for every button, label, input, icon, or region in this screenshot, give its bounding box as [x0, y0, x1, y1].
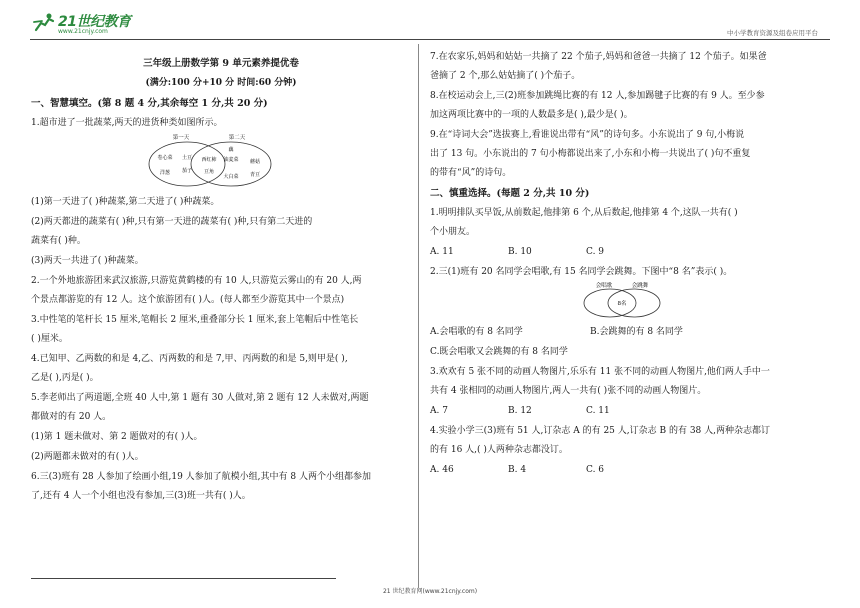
- exam-title: 三年级上册数学第 9 单元素养提优卷: [143, 58, 299, 69]
- q8-line2: 加这两项比赛中的一项的人数最多是( ),最少是( )。: [430, 110, 633, 120]
- veg-item: 卷心菜: [157, 155, 173, 161]
- option-b: B. 12: [508, 406, 532, 416]
- veg-item: 青豆: [249, 172, 261, 178]
- veg-item: 西红柿: [201, 157, 217, 163]
- q5-sub1: (1)第 1 题未做对、第 2 题做对的有( )人。: [31, 432, 203, 442]
- section2-heading: 二、慎重选择。(每题 2 分,共 10 分): [430, 188, 590, 199]
- platform-name: 中小学教育资源及组卷应用平台: [727, 29, 818, 37]
- mc1-options: [430, 246, 822, 259]
- q1-sub2b: 蔬菜有( )种。: [31, 236, 86, 246]
- option-c: C. 9: [586, 247, 605, 257]
- mc3-line1: 3.欢欢有 5 张不同的动画人物图片,乐乐有 11 张不同的动画人物图片,他们两人手中一: [430, 367, 770, 377]
- q7-line1: 7.在农家乐,妈妈和姑姑一共摘了 22 个茄子,妈妈和爸爸一共摘了 12 个茄子。如果爸: [430, 52, 767, 62]
- mc1-line2: 个小朋友。: [430, 227, 476, 237]
- mc3-options: [430, 405, 822, 418]
- venn-label-day1: 第一天: [172, 135, 190, 141]
- q2-line2: 个景点都游览的有 12 人。这个旅游团有( )人。(每人都至少游览其中一个景点): [31, 295, 345, 305]
- column-divider: [418, 44, 419, 588]
- vegetable-venn-diagram: [131, 133, 291, 189]
- q9-line2: 出了 13 句。小东说出的 7 句小梅都说出来了,小东和小梅一共说出了( )句不重复: [430, 149, 751, 159]
- q1-sub3: (3)两天一共进了( )种蔬菜。: [31, 256, 144, 266]
- option-b: B. 4: [508, 465, 527, 475]
- option-c: C. 11: [586, 406, 610, 416]
- q6-line2: 了,还有 4 人一个小组也没有参加,三(3)班一共有( )人。: [31, 491, 251, 501]
- exam-subtitle: (满分:100 分+10 分 时间:60 分钟): [145, 78, 297, 88]
- veg-item: 藕: [228, 147, 234, 153]
- q4-line2: 乙是( ),丙是( )。: [31, 373, 99, 383]
- footer-text: 21 世纪教育网(www.21cnjy.com): [382, 588, 478, 595]
- runner-logo-icon: [32, 12, 56, 32]
- venn-label-day2: 第二天: [228, 135, 246, 141]
- q9-line1: 9.在“诗词大会”选拔赛上,看谁说出带有“风”的诗句多。小东说出了 9 句,小梅说: [430, 130, 745, 140]
- mc4-line1: 4.实验小学三(3)班有 51 人,订杂志 A 的有 25 人,订杂志 B 的有 38 人,两种杂志都订: [430, 426, 770, 436]
- veg-item: 油麦菜: [223, 157, 239, 163]
- option-c: C. 6: [586, 465, 605, 475]
- mc4-options: [430, 464, 822, 477]
- veg-item: 豆角: [203, 169, 215, 175]
- brand-url: www.21cnjy.com: [58, 28, 108, 35]
- brand-name: 21世纪教育: [58, 14, 131, 30]
- right-column: [430, 49, 822, 477]
- veg-item: 洋葱: [159, 170, 171, 176]
- q5-line2: 都做对的有 20 人。: [31, 412, 112, 422]
- q6-line1: 6.三(3)班有 28 人参加了绘画小组,19 人参加了航模小组,其中有 8 人两个小组都参加: [31, 472, 371, 482]
- q1-sub1: (1)第一天进了( )种蔬菜,第二天进了( )种蔬菜。: [31, 197, 220, 207]
- mc2-line1: 2.三(1)班有 20 名同学会唱歌,有 15 名同学会跳舞。下图中“8 名”表示( )。: [430, 267, 733, 277]
- mc4-line2: 的有 16 人,( )人两种杂志都没订。: [430, 445, 568, 455]
- veg-item: 蘑菇: [249, 159, 261, 165]
- left-column: [31, 49, 411, 503]
- q5-line1: 5.李老师出了两道题,全班 40 人中,第 1 题有 30 人做对,第 2 题有 12 人未做对,两题: [31, 393, 369, 403]
- option-a: A. 46: [430, 465, 454, 475]
- q1-text: 1.超市进了一批蔬菜,两天的进货种类如图所示。: [31, 118, 223, 128]
- venn-label-sing: 会唱歌: [595, 283, 613, 289]
- q9-line3: 的带有“风”的诗句。: [430, 168, 512, 178]
- veg-item: 大白菜: [223, 174, 239, 180]
- footer-rule: [31, 578, 336, 579]
- q2-line1: 2.一个外地旅游团来武汉旅游,只游览黄鹤楼的有 10 人,只游览云雾山的有 20 人,两: [31, 276, 362, 286]
- mc3-line2: 共有 4 张相同的动画人物图片,两人一共有( )张不同的动画人物图片。: [430, 386, 707, 396]
- mc1-line1: 1.明明排队买早饭,从前数起,他排第 6 个,从后数起,他排第 4 个,这队一共有( ): [430, 208, 738, 218]
- q7-line2: 爸摘了 2 个,那么姑姑摘了( )个茄子。: [430, 71, 581, 81]
- option-a: A. 7: [430, 406, 448, 416]
- venn-center-count: 8名: [617, 301, 627, 307]
- veg-item: 土豆: [181, 155, 193, 161]
- q5-sub2: (2)两题都未做对的有( )人。: [31, 452, 144, 462]
- mc2-option-c: C.既会唱歌又会跳舞的有 8 名同学: [430, 347, 568, 357]
- sing-dance-venn-diagram: [580, 281, 664, 319]
- option-a: A. 11: [430, 247, 454, 257]
- q3-line2: ( )厘米。: [31, 334, 68, 344]
- option-b: B.会跳舞的有 8 名同学: [590, 327, 683, 337]
- veg-item: 茄子: [181, 168, 193, 174]
- mc2-options-ab: [430, 326, 822, 339]
- option-b: B. 10: [508, 247, 532, 257]
- header-rule: [30, 39, 830, 40]
- venn-label-dance: 会跳舞: [631, 283, 649, 289]
- q8-line1: 8.在校运动会上,三(2)班参加跳绳比赛的有 12 人,参加踢毽子比赛的有 9 人。至少参: [430, 91, 765, 101]
- q4-line1: 4.已知甲、乙两数的和是 4,乙、丙两数的和是 7,甲、丙两数的和是 5,则甲是( ),: [31, 354, 348, 364]
- q1-sub2a: (2)两天都进的蔬菜有( )种,只有第一天进的蔬菜有( )种,只有第二天进的: [31, 217, 313, 227]
- section1-heading: 一、智慧填空。(第 8 题 4 分,其余每空 1 分,共 20 分): [31, 98, 268, 109]
- site-logo: [32, 10, 142, 36]
- option-a: A.会唱歌的有 8 名同学: [430, 327, 523, 337]
- q3-line1: 3.中性笔的笔杆长 15 厘米,笔帽长 2 厘米,重叠部分长 1 厘米,套上笔帽后中性笔长: [31, 315, 359, 325]
